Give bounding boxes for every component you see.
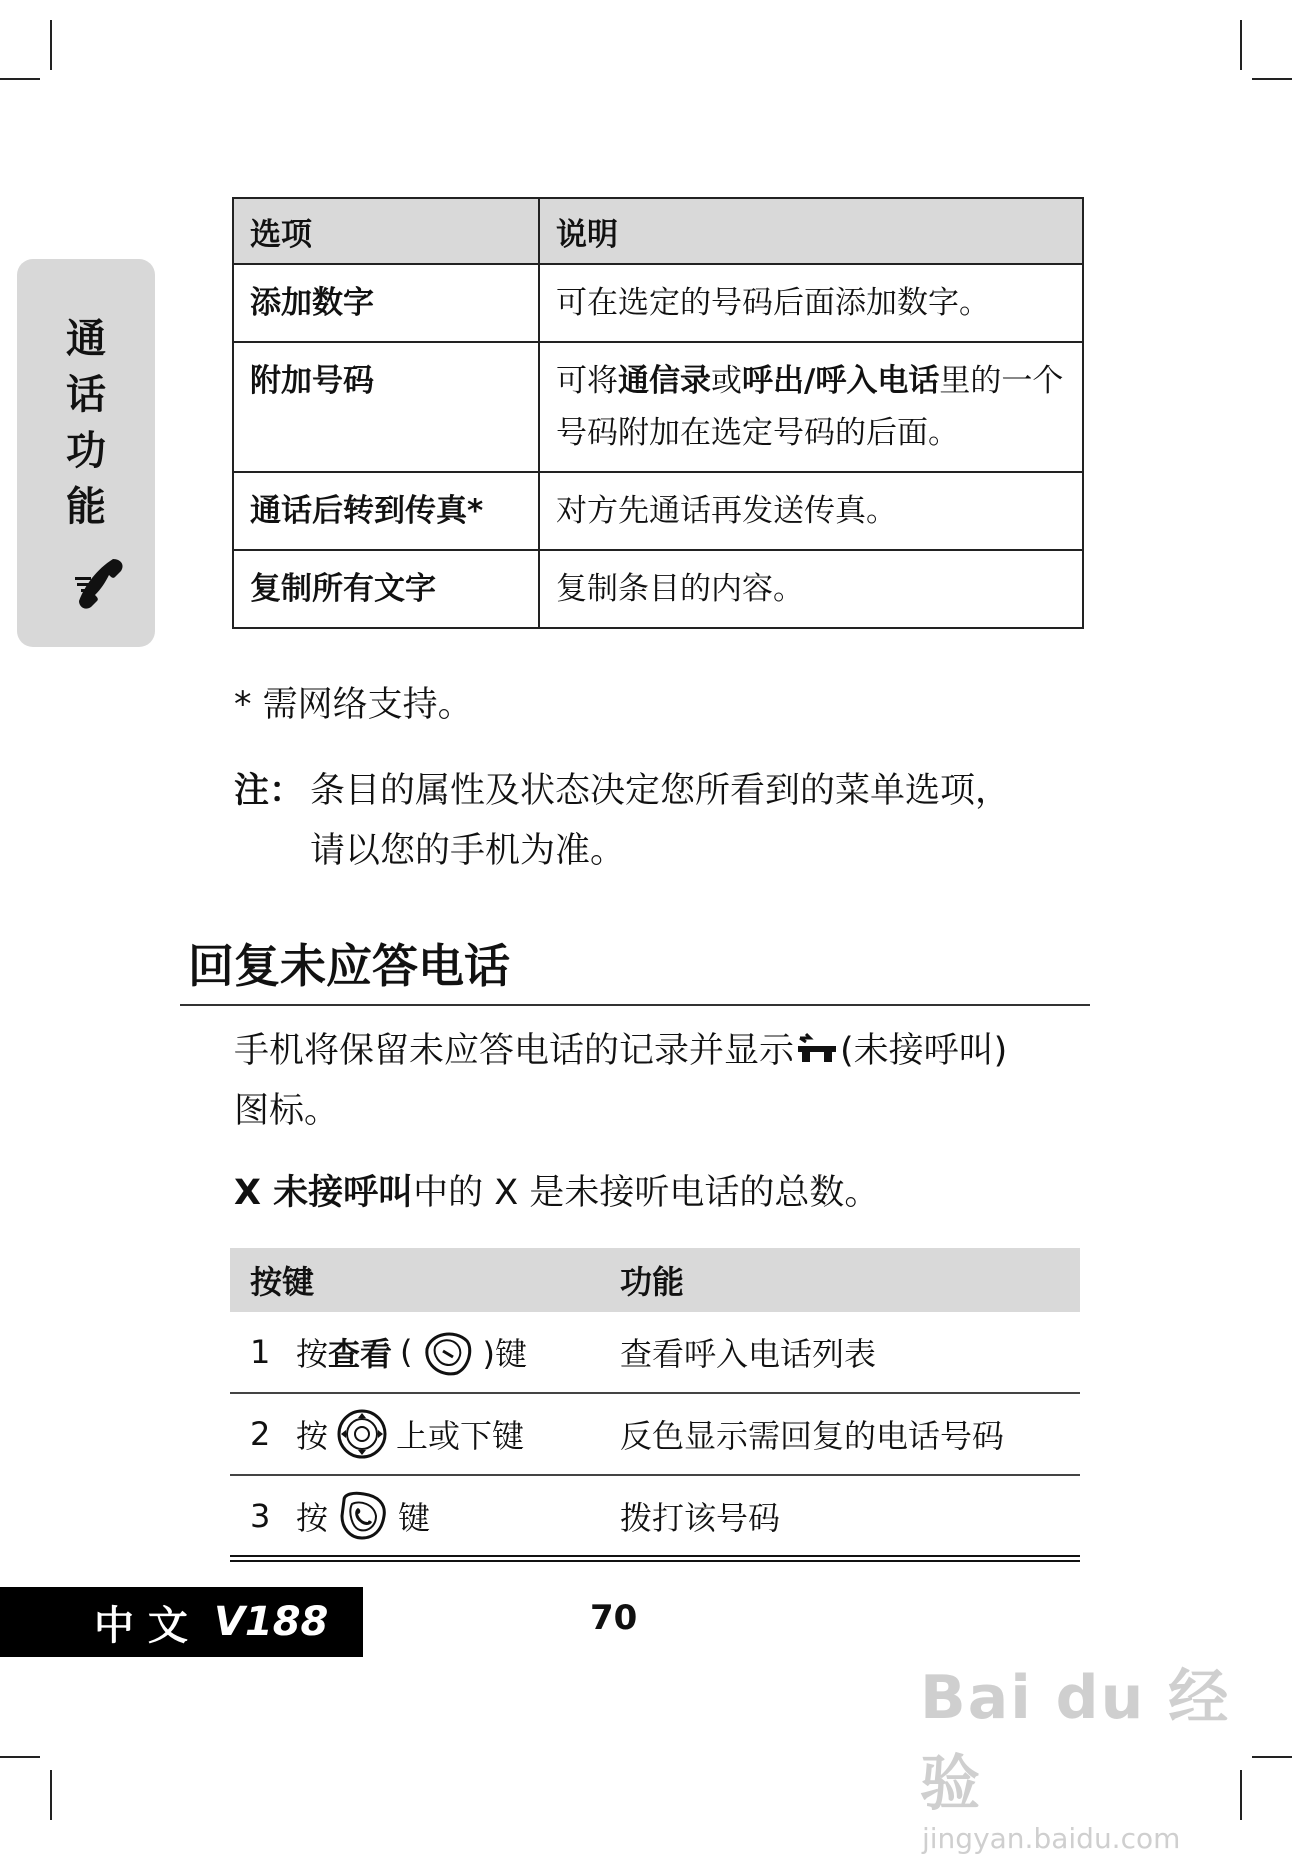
option-name: 添加数字 [233, 264, 539, 342]
table-header-row [230, 1248, 1080, 1312]
paragraph-bold: X 未接呼叫 [234, 1173, 414, 1213]
option-name: 附加号码 [233, 342, 539, 472]
watermark-url: jingyan.baidu.com [922, 1822, 1181, 1855]
key-text: 按 [296, 1335, 329, 1373]
desc-text: 或 [711, 363, 742, 399]
table-row [230, 1312, 1080, 1394]
key-cell [230, 1408, 620, 1460]
table-bottom-rule [230, 1560, 1080, 1562]
section-title: 回复未应答电话 [188, 939, 510, 993]
option-description: 复制条目的内容。 [539, 550, 1083, 628]
soft-key-icon [421, 1327, 475, 1377]
crop-mark [1240, 20, 1242, 70]
note-line: 条目的属性及状态决定您所看到的菜单选项， [310, 771, 1011, 811]
option-description [539, 342, 1083, 472]
crop-mark [0, 1756, 40, 1758]
key-text: 上或下键 [396, 1417, 525, 1455]
option-name: 复制所有文字 [233, 550, 539, 628]
step-number: 1 [250, 1333, 271, 1371]
baidu-watermark [920, 1650, 1292, 1855]
missed-call-icon [796, 1032, 838, 1066]
column-header-option: 选项 [233, 198, 539, 264]
chapter-char: 能 [66, 483, 106, 530]
paragraph-text: 图标。 [234, 1091, 340, 1131]
send-key-icon [336, 1490, 390, 1542]
option-description: 可在选定的号码后面添加数字。 [539, 264, 1083, 342]
table-row [233, 472, 1083, 550]
table-row [233, 342, 1083, 472]
chapter-char: 话 [66, 371, 106, 418]
crop-mark [0, 78, 40, 80]
key-text: 键 [398, 1499, 431, 1537]
key-text: ( [400, 1333, 413, 1371]
paragraph-text: (未接呼叫) [840, 1031, 1008, 1071]
language-label: 中 文 [94, 1602, 188, 1649]
phone-icon [75, 555, 129, 611]
chapter-title [17, 311, 155, 535]
options-table [232, 197, 1084, 629]
function-cell: 查看呼入电话列表 [620, 1335, 877, 1373]
nav-key-icon [336, 1408, 388, 1460]
option-name: 通话后转到传真* [233, 472, 539, 550]
table-header-row [233, 198, 1083, 264]
key-text: 按 [296, 1499, 329, 1537]
step-number: 2 [250, 1415, 271, 1453]
paragraph-text: 中的 X 是未接听电话的总数。 [413, 1173, 880, 1213]
note-line: 请以您的手机为准。 [310, 831, 626, 871]
chapter-side-tab [17, 259, 155, 647]
function-cell: 拨打该号码 [620, 1499, 781, 1537]
page-number: 70 [590, 1598, 638, 1638]
watermark-brand: Bai du 经验 [920, 1663, 1231, 1819]
option-description: 对方先通话再发送传真。 [539, 472, 1083, 550]
key-bold-term: 查看 [328, 1335, 393, 1373]
model-label: V188 [213, 1599, 329, 1645]
chapter-char: 通 [66, 315, 106, 362]
crop-mark [1252, 78, 1292, 80]
chapter-char: 功 [66, 427, 106, 474]
paragraph-text: 手机将保留未应答电话的记录并显示 [234, 1031, 795, 1071]
paragraph [234, 1022, 1007, 1080]
desc-bold-term: 呼出/呼入电话 [742, 363, 940, 399]
paragraph [234, 1164, 879, 1222]
column-header-description: 说明 [539, 198, 1083, 264]
language-model-label [0, 1587, 363, 1657]
step-number: 3 [250, 1497, 271, 1535]
desc-bold-term: 通信录 [618, 363, 711, 399]
key-cell [230, 1327, 620, 1377]
column-header-key: 按键 [250, 1263, 315, 1301]
key-text: )键 [482, 1335, 528, 1373]
column-header-function: 功能 [620, 1263, 685, 1301]
crop-mark [50, 20, 52, 70]
table-row [233, 264, 1083, 342]
key-text: 按 [296, 1417, 329, 1455]
crop-mark [50, 1770, 52, 1820]
key-cell [230, 1490, 620, 1542]
table-row [230, 1394, 1080, 1476]
table-row [230, 1476, 1080, 1556]
desc-text: 可将 [556, 363, 618, 399]
desc-text: 里的一个号码附加在选定号码的后面。 [556, 363, 1064, 451]
function-cell: 反色显示需回复的电话号码 [620, 1417, 1005, 1455]
table-bottom-rule [230, 1555, 1080, 1557]
footnote: * 需网络支持。 [234, 685, 473, 725]
key-table [230, 1248, 1080, 1556]
note-label: 注： [234, 771, 305, 811]
title-rule [180, 1004, 1090, 1006]
table-row [233, 550, 1083, 628]
